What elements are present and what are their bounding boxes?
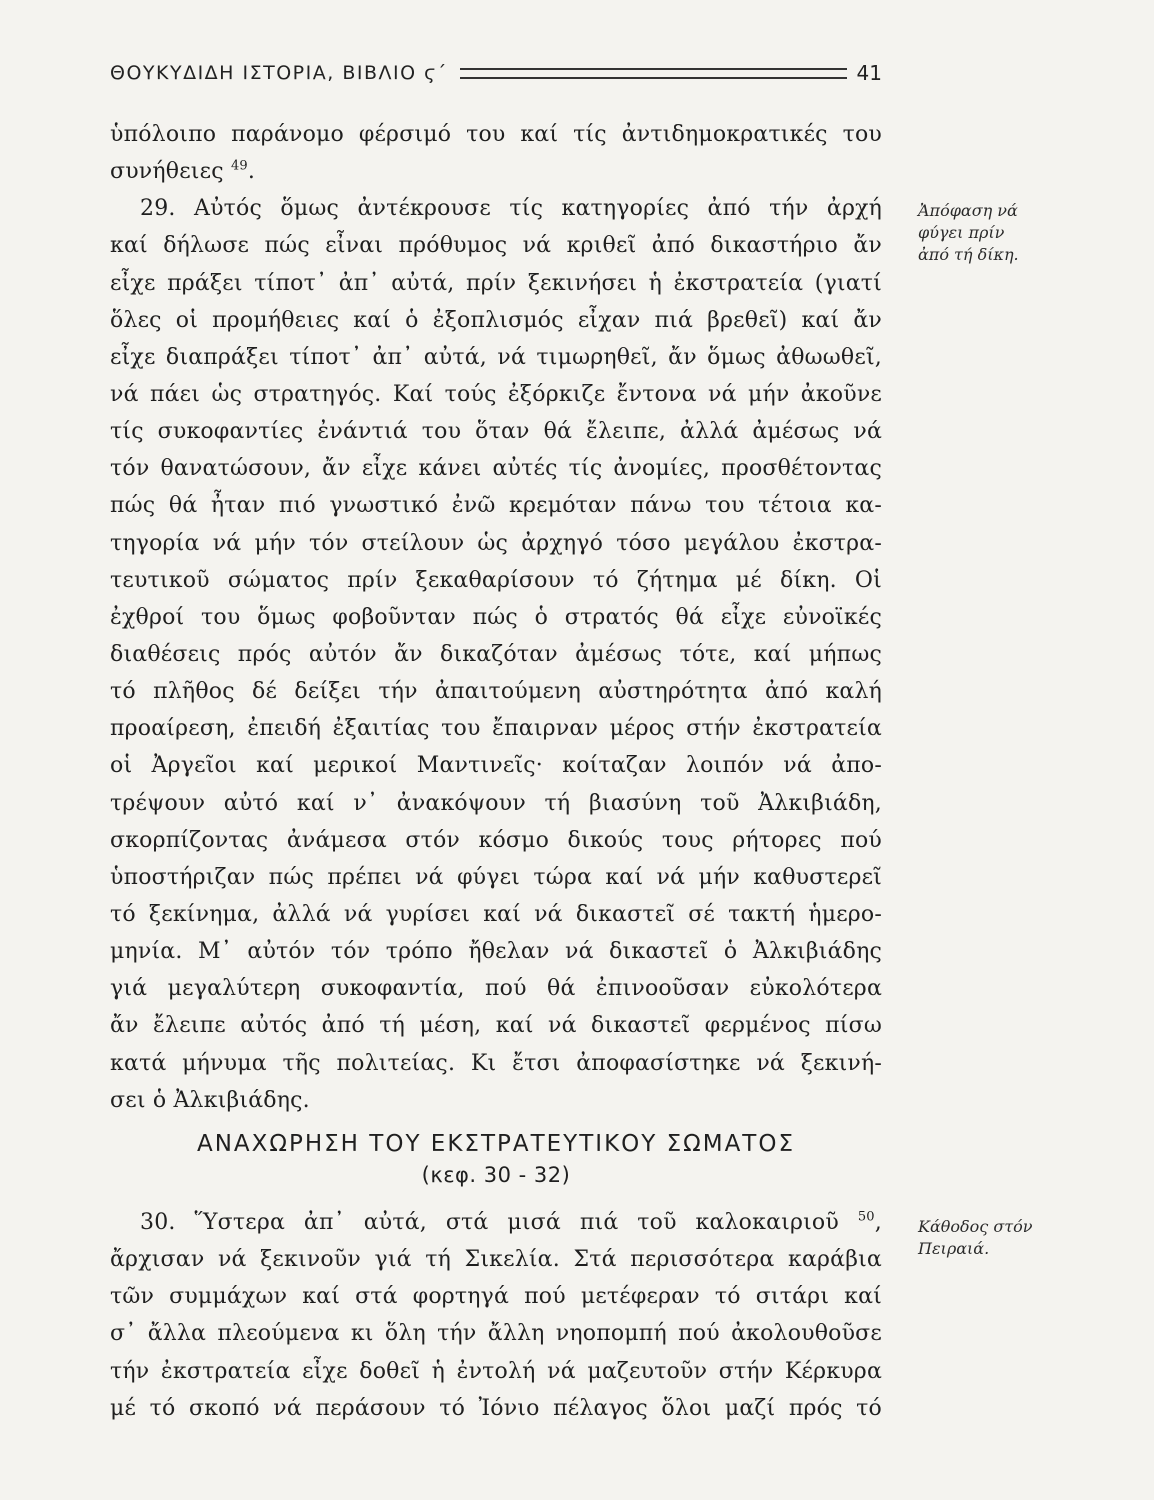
text-line: μέ τό σκοπό νά περάσουν τό Ἰόνιο πέλαγος ὅλοι μαζί πρός τό: [110, 1395, 882, 1421]
section-chapter-range: (κεφ. 30 - 32): [421, 1163, 571, 1187]
main-text: [110, 116, 882, 1119]
text-line: μηνία. Μ᾽ αὐτόν τόν τρόπο ἤθελαν νά δικαστεῖ ὁ Ἀλκιβιάδης: [110, 939, 882, 965]
margin-note-line: Κάθοδος στόν: [918, 1217, 1033, 1236]
text-fragment: .: [247, 159, 256, 185]
text-line: νά πάει ὡς στρατηγός. Καί τούς ἐξόρκιζε ἔντονα νά μήν ἀκοῦνε: [110, 381, 882, 407]
section-heading: [110, 1128, 882, 1190]
header-double-rule: [460, 68, 847, 79]
running-head: [110, 58, 882, 88]
text-line: σκορπίζοντας ἀνάμεσα στόν κόσμο δικούς τους ρήτορες πού: [110, 827, 882, 853]
text-line: [110, 1204, 882, 1241]
text-line: σει ὁ Ἀλκιβιάδης.: [110, 1087, 310, 1113]
text-fragment: συνήθειες: [110, 159, 224, 185]
text-line: τό πλῆθος δέ δείξει τήν ἀπαιτούμενη αὐστηρότητα ἀπό καλή: [110, 679, 882, 705]
main-text-continued: [110, 1204, 882, 1427]
margin-note: [918, 1216, 1048, 1260]
text-line: σ᾽ ἄλλα πλεούμενα κι ὅλη τήν ἄλλη νηοπομπή πού ἀκολουθοῦσε: [110, 1321, 882, 1347]
margin-note-line: Ἀπόφαση νά: [918, 201, 1018, 220]
text-line: πώς θά ἦταν πιό γνωστικό ἐνῶ κρεμόταν πάνω του τέτοια κα-: [110, 493, 882, 519]
text-line: τήν ἐκστρατεία εἶχε δοθεῖ ἡ ἐντολή νά μαζευτοῦν στήν Κέρκυρα: [110, 1358, 882, 1384]
text-line: ὑπόλοιπο παράνομο φέρσιμό του καί τίς ἀντιδημοκρατικές του: [110, 122, 882, 147]
text-line: ἐχθροί του ὅμως φοβοῦνταν πώς ὁ στρατός θά εἶχε εὐνοϊκές: [110, 604, 882, 630]
text-line: τρέψουν αὐτό καί ν᾽ ἀνακόψουν τή βιασύνη τοῦ Ἀλκιβιάδη,: [110, 790, 882, 816]
text-line: εἶχε διαπράξει τίποτ᾽ ἀπ᾽ αὐτά, νά τιμωρηθεῖ, ἄν ὅμως ἀθωωθεῖ,: [110, 344, 882, 370]
text-line: ὅλες οἱ προμήθειες καί ὁ ἐξοπλισμός εἶχαν πιά βρεθεῖ) καί ἄν: [110, 307, 882, 333]
text-line: εἶχε πράξει τίποτ᾽ ἀπ᾽ αὐτά, πρίν ξεκινήσει ἡ ἐκστρατεία (γιατί: [110, 270, 882, 296]
text-line: ὑποστήριζαν πώς πρέπει νά φύγει τώρα καί νά μήν καθυστερεῖ: [110, 864, 882, 890]
text-line: τευτικοῦ σώματος πρίν ξεκαθαρίσουν τό ζήτημα μέ δίκη. Οἱ: [110, 567, 882, 593]
text-line: 29. Αὐτός ὅμως ἀντέκρουσε τίς κατηγορίες ἀπό τήν ἀρχή: [140, 196, 882, 222]
text-line: ἄν ἔλειπε αὐτός ἀπό τή μέση, καί νά δικαστεῖ φερμένος πίσω: [110, 1013, 882, 1039]
text-line: καί δήλωσε πώς εἶναι πρόθυμος νά κριθεῖ ἀπό δικαστήριο ἄν: [110, 233, 882, 259]
footnote-ref: 50: [857, 1209, 875, 1225]
text-line: τηγορία νά μήν τόν στείλουν ὡς ἀρχηγό τόσο μεγάλου ἐκστρα-: [110, 530, 882, 556]
page-number: 41: [856, 61, 882, 85]
text-line: ἄρχισαν νά ξεκινοῦν γιά τή Σικελία. Στά περισσότερα καράβια: [110, 1247, 882, 1273]
text-line: τίς συκοφαντίες ἐνάντιά του ὅταν θά ἔλειπε, ἀλλά ἀμέσως νά: [110, 419, 882, 445]
margin-note-line: φύγει πρίν: [918, 223, 1005, 242]
text-fragment: ,: [874, 1210, 882, 1235]
text-line: προαίρεση, ἐπειδή ἐξαιτίας του ἔπαιρναν μέρος στήν ἐκστρατεία: [110, 716, 882, 742]
text-line: γιά μεγαλύτερη συκοφαντία, πού θά ἐπινοοῦσαν εὐκολότερα: [110, 976, 882, 1002]
text-fragment: 30. Ὕστερα ἀπ᾽ αὐτά, στά μισά πιά τοῦ καλοκαιριοῦ: [140, 1210, 839, 1235]
running-head-title: ΘΟΥΚΥΔΙΔΗ ΙΣΤΟΡΙΑ, ΒΙΒΛΙΟ ϛ΄: [110, 62, 448, 84]
margin-note: [918, 200, 1078, 266]
text-line: οἱ Ἀργεῖοι καί μερικοί Μαντινεῖς· κοίταζαν λοιπόν νά ἀπο-: [110, 753, 882, 779]
text-line: διαθέσεις πρός αὐτόν ἄν δικαζόταν ἀμέσως τότε, καί μήπως: [110, 641, 882, 667]
margin-note-line: Πειραιά.: [918, 1239, 990, 1258]
margin-note-line: ἀπό τή δίκη.: [918, 245, 1019, 264]
text-line: τό ξεκίνημα, ἀλλά νά γυρίσει καί νά δικαστεῖ σέ τακτή ἡμερο-: [110, 901, 882, 927]
text-line: κατά μήνυμα τῆς πολιτείας. Κι ἔτσι ἀποφασίστηκε νά ξεκινή-: [110, 1050, 882, 1076]
section-title: ΑΝΑΧΩΡΗΣΗ ΤΟΥ ΕΚΣΤΡΑΤΕΥΤΙΚΟΥ ΣΩΜΑΤΟΣ: [196, 1131, 795, 1157]
text-line: τῶν συμμάχων καί στά φορτηγά πού μετέφεραν τό σιτάρι καί: [110, 1284, 882, 1310]
text-line: τόν θανατώσουν, ἄν εἶχε κάνει αὐτές τίς ἀνομίες, προσθέτοντας: [110, 456, 882, 482]
text-line: [110, 153, 882, 190]
footnote-ref: 49: [230, 158, 248, 174]
